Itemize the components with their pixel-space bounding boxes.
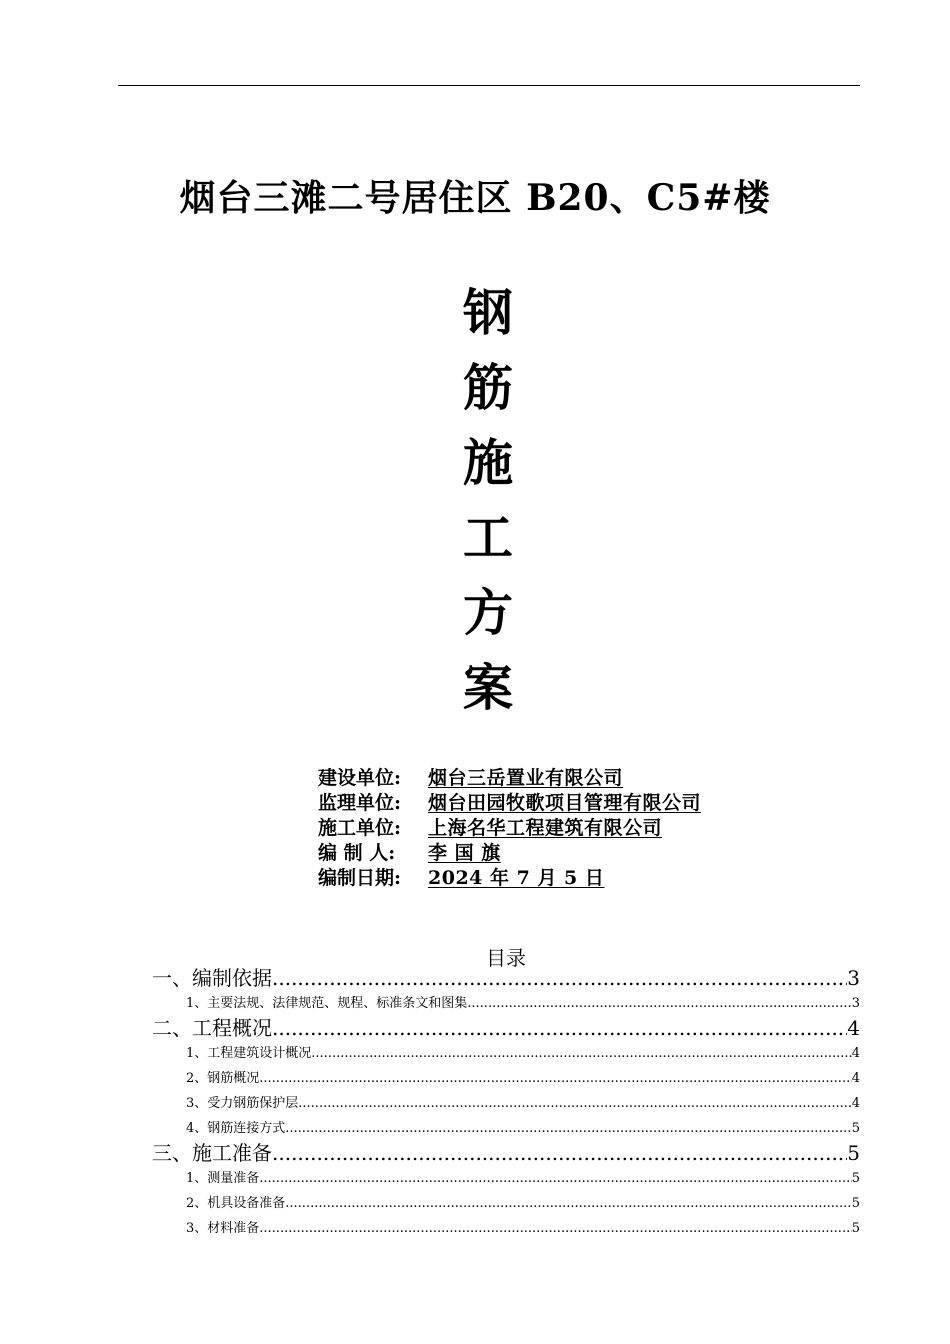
info-value: 2024 年 7 月 5 日: [428, 867, 605, 889]
toc-page-number: 5: [847, 1141, 860, 1165]
toc-leader: [259, 1066, 851, 1091]
info-value: 烟台田园牧歌项目管理有限公司: [428, 792, 702, 814]
toc-entry[interactable]: [152, 1066, 860, 1091]
toc-entry[interactable]: [152, 1091, 860, 1116]
info-row-owner: [318, 766, 701, 791]
toc-entry[interactable]: [152, 1016, 860, 1041]
info-label: 监理单位:: [318, 792, 402, 814]
toc-entry[interactable]: [152, 966, 860, 991]
toc-entry-text: 1、工程建筑设计概况: [186, 1046, 312, 1061]
toc-entry-text: 1、测量准备: [186, 1171, 260, 1186]
toc-entry[interactable]: [152, 1216, 860, 1241]
toc-page-number: 5: [851, 1196, 860, 1211]
toc-page-number: 4: [851, 1096, 860, 1111]
toc-entry[interactable]: [152, 1166, 860, 1191]
info-label: 编 制 人:: [318, 842, 396, 864]
document-title-char: 案: [463, 658, 513, 717]
info-row-contractor: [318, 816, 701, 841]
header-rule: [118, 85, 860, 86]
toc-entry-text: 2、机具设备准备: [186, 1196, 286, 1211]
toc-leader: [272, 1141, 847, 1166]
toc-page-number: 5: [851, 1221, 860, 1236]
project-title: 烟台三滩二号居住区 B20、C5#楼: [179, 177, 771, 219]
info-label: 建设单位:: [318, 767, 402, 789]
toc-entry-text: 3、材料准备: [186, 1221, 260, 1236]
toc-entry[interactable]: [152, 1141, 860, 1166]
toc-leader: [259, 1216, 851, 1241]
document-title-char: 方: [463, 583, 513, 642]
toc-page-number: 3: [851, 996, 860, 1011]
info-row-author: [318, 841, 701, 866]
toc-leader: [285, 1191, 851, 1216]
toc-leader: [272, 1016, 847, 1041]
document-title-char: 钢: [463, 283, 513, 342]
toc-page-number: 3: [847, 966, 860, 990]
project-info: [318, 766, 701, 891]
toc-entry-text: 2、钢筋概况: [186, 1071, 260, 1086]
toc-entry[interactable]: [152, 991, 860, 1016]
toc-entry[interactable]: [152, 1191, 860, 1216]
toc-entry-text: 4、钢筋连接方式: [186, 1121, 286, 1136]
info-label: 施工单位:: [318, 817, 402, 839]
document-title-char: 施: [463, 433, 513, 492]
toc-page-number: 4: [851, 1046, 860, 1061]
toc-entry[interactable]: [152, 1116, 860, 1141]
toc-leader: [467, 991, 851, 1016]
table-of-contents: [152, 966, 860, 1241]
toc-page-number: 4: [851, 1071, 860, 1086]
toc-leader: [298, 1091, 851, 1116]
toc-entry-text: 一、编制依据: [152, 966, 272, 990]
info-value: 上海名华工程建筑有限公司: [428, 817, 663, 839]
info-row-date: [318, 866, 701, 891]
document-title: [440, 275, 536, 725]
toc-leader: [311, 1041, 851, 1066]
toc-page-number: 5: [851, 1171, 860, 1186]
toc-leader: [285, 1116, 851, 1141]
toc-title: 目录: [486, 946, 526, 970]
toc-page-number: 5: [851, 1121, 860, 1136]
info-label: 编制日期:: [318, 867, 402, 889]
toc-page-number: 4: [847, 1016, 860, 1040]
toc-leader: [259, 1166, 851, 1191]
toc-entry-text: 1、主要法规、法律规范、规程、标准条文和图集: [186, 996, 468, 1011]
toc-entry[interactable]: [152, 1041, 860, 1066]
toc-leader: [272, 966, 847, 991]
toc-entry-text: 三、施工准备: [152, 1141, 272, 1165]
document-title-char: 工: [463, 508, 513, 567]
info-value: 李 国 旗: [428, 842, 501, 864]
info-row-supervisor: [318, 791, 701, 816]
document-title-char: 筋: [463, 358, 513, 417]
info-value: 烟台三岳置业有限公司: [428, 767, 624, 789]
toc-entry-text: 3、受力钢筋保护层: [186, 1096, 299, 1111]
toc-entry-text: 二、工程概况: [152, 1016, 272, 1040]
